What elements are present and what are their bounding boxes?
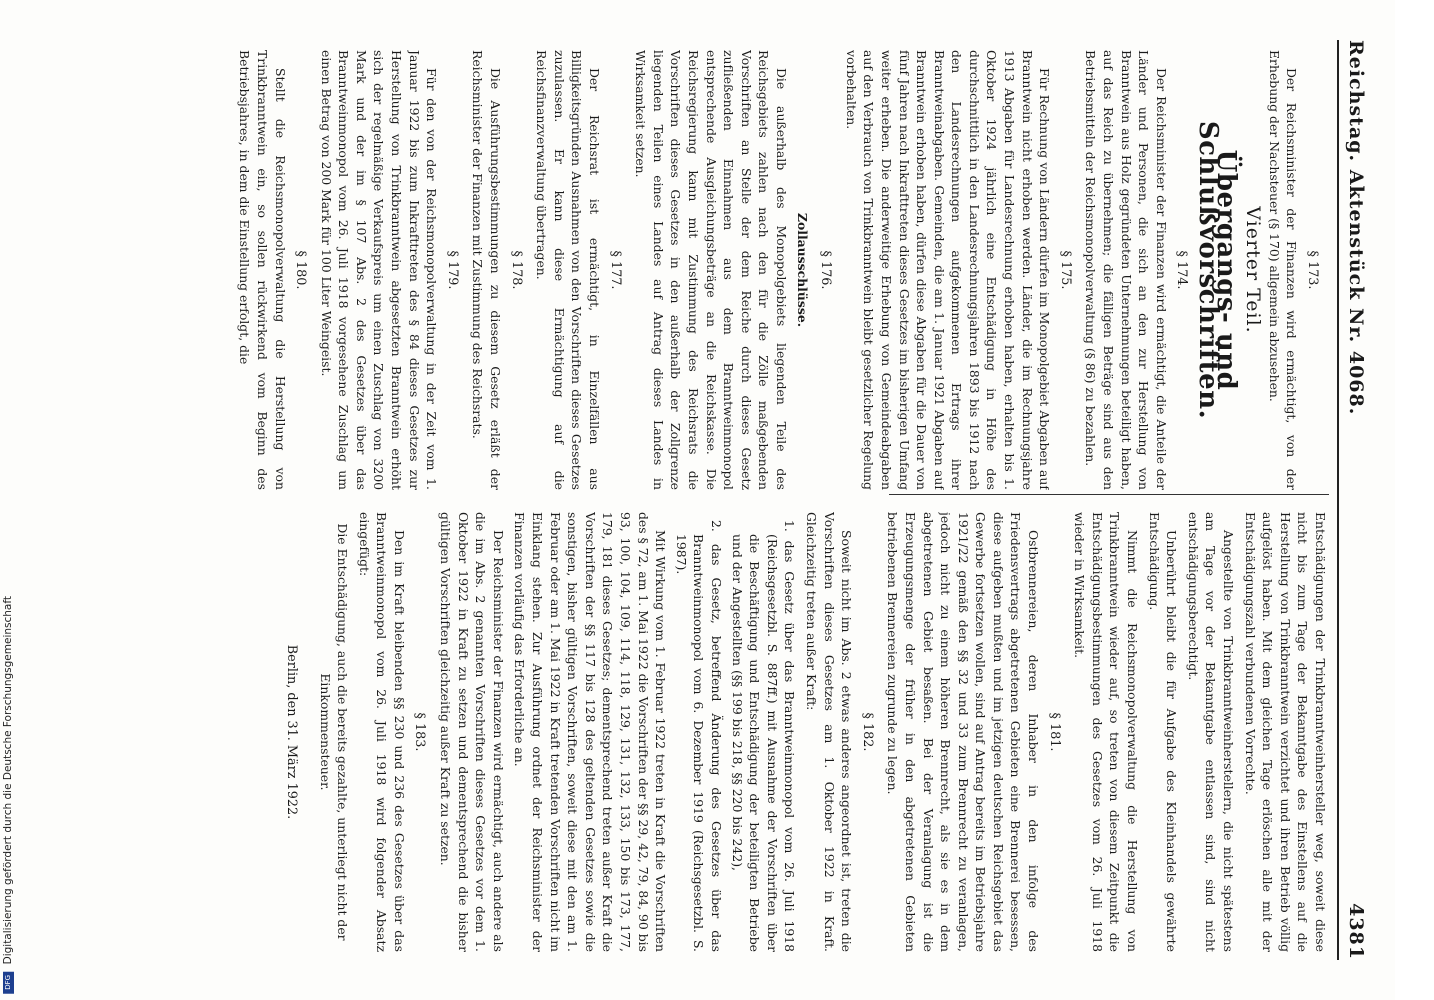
- part-subtitle: Übergangs- und Schlußvorschriften.: [1193, 120, 1241, 420]
- section-text: Entschädigungen der Trinkbranntweinhersteller weg, soweit diese nicht bis zum Tage der Bekanntgabe des Einstellens auf die Herstellung von Trinkbranntwein verzichtet und ihren Betrieb völlig aufgelöst haben. Mit dem gleichen Tage erlöschen alle mit der Entschädigungszahl verbundenen Vorrechte.: [1242, 512, 1328, 952]
- section-heading: § 174.: [1174, 250, 1190, 290]
- section-text: Die außerhalb des Monopolgebiets liegenden Teile des Reichsgebiets zahlen nach den für die Zölle maßgebenden Vorschriften an Stelle der dem Reiche durch dieses Gesetz zufließenden Einnahmen aus dem Branntweinmonopol entsprechende Ausgleichungsbeträge an die Reichskasse. Die Reichsregierung kann mit Zustimmung des Reichsrats die Vorschriften dieses Gesetzes in den außerhalb der Zollgrenze liegenden Teilen eines Landes auf Antrag dieses Landes in Wirksamkeit setzen.: [633, 50, 789, 490]
- page-number: 4381: [1345, 903, 1367, 960]
- section-heading: § 181.: [1046, 712, 1062, 752]
- digitization-credit-text: Digitalisierung gefördert durch die Deutsche Forschungsgemeinschaft: [2, 596, 14, 965]
- section-text: Der Reichsminister der Finanzen wird ermächtigt, die Anteile der Länder und Personen, die sich an den zur Herstellung von Branntwein aus Holz gegründeten Unternehmungen beteiligt haben, auf das Reich zu übernehmen; die fälligen Beträge sind aus den Betriebsmitteln der Reichsmonopolverwaltung (§ 86) zu bezahlen.: [1083, 50, 1169, 490]
- section-heading: § 176.: [818, 250, 834, 290]
- quoted-paragraph: Die Entschädigung, auch die bereits gezahlte, unterliegt nicht der Einkommensteuer.: [317, 523, 351, 941]
- section-text: Ostbrennereien, deren Inhaber in den infolge des Friedensvertrags abgetretenen Gebieten eine Brennerei besessen, diese aufgeben mußten und im jetzigen deutschen Reichsgebiet das Gewerbe fortsetzen wollen, sind auf Antrag bereits im Betriebsjahre 1921/22 gemäß den §§ 32 und 33 zum Brennrecht zu veranlagen, jedoch nicht zu einem höheren Brennrecht, als sie es in dem abgetretenen Gebiet besaßen. Bei der Veranlagung ist die Erzeugungsmenge der früher in den abgetretenen Gebieten betriebenen Brennereien zugrunde zu legen.: [885, 512, 1042, 952]
- section-heading: § 173.: [1305, 250, 1320, 290]
- section-text: Unberührt bleibt die für Aufgabe des Kleinhandels gewährte Entschädigung.: [1146, 512, 1180, 952]
- right-column: [15, 512, 1329, 952]
- section-heading: § 175.: [1057, 250, 1073, 290]
- section-text: Der Reichsrat ist ermächtigt, in Einzelfällen aus Billigkeitsgründen Ausnahmen von den Vorschriften dieses Gesetzes zuzulassen. Er kann diese Ermächtigung auf die Reichsfinanzverwaltung übertragen.: [534, 50, 603, 490]
- list-item: 2. das Gesetz, betreffend Änderung des Gesetzes über das Branntweinmonopol vom 6. Dezember 1919 (Reichsgesetzbl. S. 1987).: [673, 520, 724, 952]
- section-text: Soweit nicht im Abs. 2 etwas anderes angeordnet ist, treten die Vorschriften dieses Gesetzes am 1. Oktober 1922 in Kraft. Gleichzeitig treten außer Kraft:: [803, 512, 855, 952]
- section-text: Angestellte von Trinkbranntweinherstellern, die nicht spätestens am Tage vor der Bekanntgabe entlassen sind, sind nicht entschädigungsberechtigt.: [1185, 512, 1237, 952]
- section-heading: § 182.: [859, 712, 875, 752]
- section-heading: § 178.: [508, 250, 524, 290]
- section-heading: § 183.: [412, 712, 428, 752]
- section-heading: § 179.: [444, 250, 460, 290]
- digitization-credit: [2, 596, 14, 994]
- section-text: Den im Kraft bleibenden §§ 230 und 236 des Gesetzes über das Branntweinmonopol vom 26. Juli 1918 wird folgender Absatz eingefügt:: [356, 512, 407, 952]
- column-divider: [889, 494, 1329, 495]
- section-text: Der Reichsminister der Finanzen wird ermächtigt, auch andere als die im Abs. 2 genannten Vorschriften dieses Gesetzes vor dem 1. Oktober 1922 in Kraft zu setzen und dementsprechend die bisher gültigen Vorschriften gleichzeitig außer Kraft zu setzen.: [438, 512, 506, 952]
- dfg-logo-icon: DFG: [3, 972, 14, 994]
- section-heading: § 180.: [293, 250, 309, 290]
- list-item: 1. das Gesetz über das Branntweinmonopol vom 26. Juli 1918 (Reichsgesetzbl. S. 887ff.) mit Ausnahme der Vorschriften über die Beschäftigung und Entschädigung der beteiligten Betriebe und der Angestellten (§§ 199 bis 218, §§ 220 bis 242),: [729, 520, 798, 952]
- section-text: Stellt die Reichsmonopolverwaltung die Herstellung von Trinkbranntwein ein, so sollen rückwirkend vom Beginn des Betriebsjahres, in dem die Einstellung erfolgt, die: [237, 50, 288, 490]
- part-title: Vierter Teil.: [1242, 206, 1265, 334]
- section-text: Der Reichsminister der Finanzen wird ermächtigt, von der Erhebung der Nachsteuer (§ 170) allgemein abzusehen.: [1266, 50, 1300, 490]
- section-text: Für den von der Reichsmonopolverwaltung in der Zeit vom 1. Januar 1922 bis zum Inkrafttreten des § 84 dieses Gesetzes zur Herstellung von Trinkbranntwein abgesetzten Branntwein erhöht sich der regelmäßige Verkaufspreis um einen Zuschlag von 3200 Mark und der im § 107 Abs. 2 des Gesetzes über das Branntweinmonopol vom 26. Juli 1918 vorgesehene Zuschlag um einen Betrag von 200 Mark für 100 Liter Weingeist.: [318, 50, 440, 490]
- section-text: Mit Wirkung vom 1. Februar 1922 treten in Kraft die Vorschriften des § 72, am 1. Mai 1922 die Vorschriften der §§ 29, 42, 79, 84, 90 bis 93, 100, 104, 109, 114, 118, 129, 131, 132, 133, 150 bis 173, 177, 179, 181 dieses Gesetzes; dementsprechend treten außer Kraft die Vorschriften der §§ 117 bis 128 des geltenden Gesetzes sowie die sonstigen, bisher gültigen Vorschriften, soweit diese mit den am 1. Februar oder am 1. Mai 1922 in Kraft tretenden Vorschriften nicht im Einklang stehen. Zur Ausführung ordnet der Reichsminister der Finanzen vorläufig das Erforderliche an.: [512, 512, 669, 952]
- running-title: Reichstag. Aktenstück Nr. 4068.: [1345, 40, 1367, 416]
- section-text: Für Rechnung von Ländern dürfen im Monopolgebiet Abgaben auf Branntwein nicht erhoben werden. Länder, die im Rechnungsjahre 1913 Abgaben für Landesrechnung erhoben haben, erhalten bis 1. Oktober 1924 jährlich eine Entschädigung in Höhe des durchschnittlich in den Landesrechnungsjahren 1893 bis 1912 nach den Landesrechnungen aufgekommenen Ertrags ihrer Branntweinabgaben. Gemeinden, die am 1. Januar 1921 Abgaben auf Branntwein erhoben haben, dürfen diese Abgaben für die Dauer von fünf Jahren nach Inkrafttreten dieses Gesetzes im bisherigen Umfang weiter erheben. Die anderweitige Erhebung von Gemeindeabgaben auf den Verbrauch von Trinkbranntwein bleibt gesetzlicher Regelung vorbehalten.: [843, 50, 1053, 490]
- section-text: Nimmt die Reichsmonopolverwaltung die Herstellung von Trinkbranntwein wieder auf, so treten von diesem Zeitpunkt die Entschädigungsbestimmungen des Gesetzes vom 26. Juli 1918 wieder in Wirksamkeit.: [1072, 512, 1141, 952]
- dateline: Berlin, den 31. März 1922.: [283, 644, 299, 820]
- left-column: [15, 50, 1329, 490]
- section-text: Die Ausführungsbestimmungen zu diesem Gesetz erläßt der Reichsminister der Finanzen mit Zustimmung des Reichsrats.: [470, 50, 504, 490]
- section-heading: § 177.: [607, 250, 623, 290]
- section-subheading: Zollausschlüsse.: [794, 212, 810, 328]
- page-header: [1337, 40, 1373, 960]
